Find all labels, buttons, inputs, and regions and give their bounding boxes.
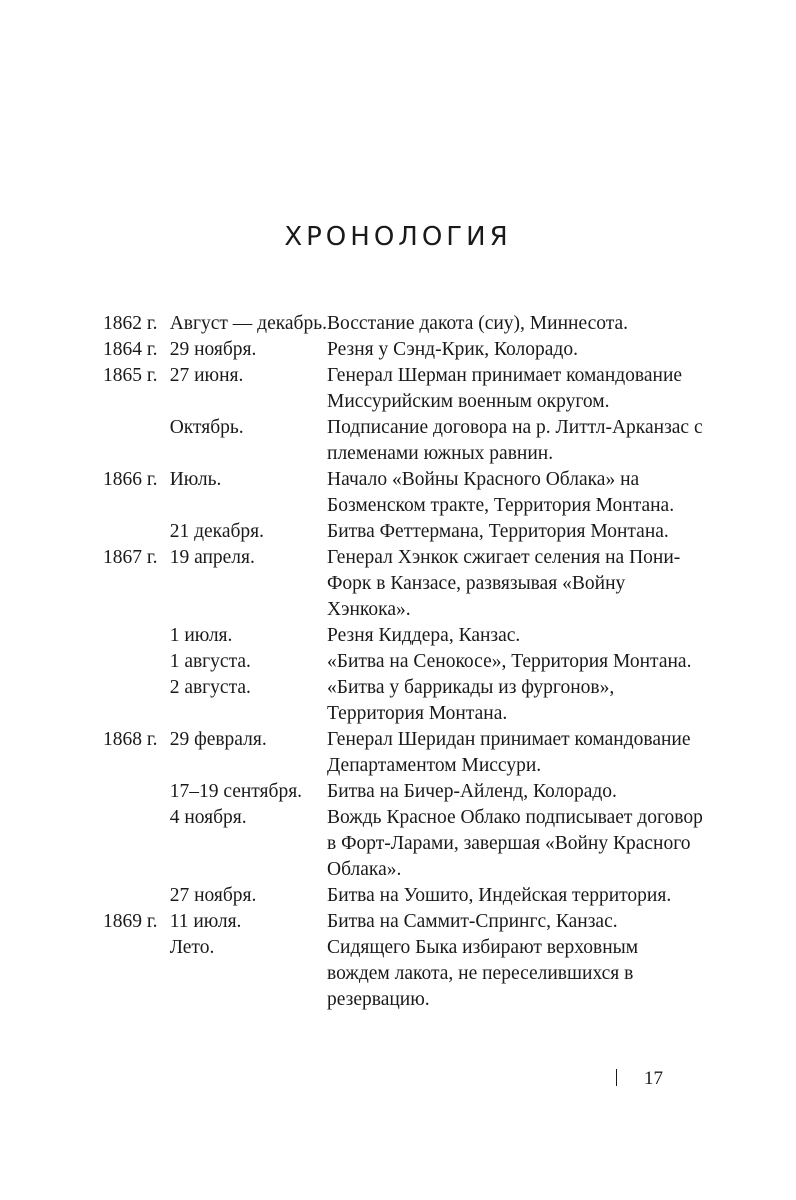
entry-year (103, 675, 170, 727)
chronology-entry (103, 467, 703, 519)
chronology-entry (103, 337, 703, 363)
entry-date: 1 июля. (169, 625, 233, 646)
entry-year (103, 519, 170, 545)
entry-year (103, 805, 170, 883)
entry-year (103, 623, 170, 649)
entry-date: 1 августа. (169, 651, 251, 672)
entry-year: 1869 г. (103, 911, 158, 932)
page-number: 17 (644, 1068, 663, 1089)
entry-date: Июль. (169, 469, 222, 490)
entry-year (103, 415, 170, 467)
entry-event: Битва Феттермана, Территория Монтана. (327, 521, 669, 542)
entry-event: Генерал Шеридан принимает командование Департаментом Миссури. (327, 729, 691, 776)
entry-date: 11 июля. (169, 911, 242, 932)
footer-divider (616, 1069, 617, 1086)
chronology-entry (103, 363, 703, 415)
entry-event: «Битва на Сенокосе», Территория Монтана. (327, 651, 692, 672)
entry-year: 1866 г. (103, 469, 158, 490)
entry-event: Битва на Саммит-Спрингс, Канзас. (327, 911, 618, 932)
entry-event: Битва на Бичер-Айленд, Колорадо. (327, 781, 617, 802)
entry-date: Лето. (169, 937, 215, 958)
entry-year (103, 649, 170, 675)
entry-year: 1868 г. (103, 729, 158, 750)
entry-date: 2 августа. (169, 677, 251, 698)
chronology-entry (103, 649, 703, 675)
entry-date: 27 июня. (169, 365, 244, 386)
entry-date: 21 декабря. (169, 521, 264, 542)
entry-event: Восстание дакота (сиу), Миннесота. (327, 313, 629, 334)
chronology-entry (103, 805, 703, 883)
entry-year: 1865 г. (103, 365, 158, 386)
entry-year (103, 779, 170, 805)
entry-date: Август — декабрь. (169, 313, 328, 334)
entry-date: 17–19 сентября. (169, 781, 303, 802)
chronology-entry (103, 779, 703, 805)
entry-event: Битва на Уошито, Индейская территория. (327, 885, 672, 906)
entry-date: 29 ноября. (169, 339, 257, 360)
chronology-entry (103, 883, 703, 909)
entry-event: Резня у Сэнд-Крик, Колорадо. (327, 339, 578, 360)
chronology-entry (103, 311, 703, 337)
entry-year (103, 935, 170, 1013)
entry-event: Подписание договора на р. Литтл-Арканзас с племенами южных равнин. (327, 417, 703, 464)
chronology-entry (103, 623, 703, 649)
entry-event: Резня Киддера, Канзас. (327, 625, 521, 646)
chronology-entry (103, 545, 703, 623)
entry-date: 4 ноября. (169, 807, 247, 828)
entry-event: Генерал Шерман принимает командование Миссурийским военным округом. (327, 365, 683, 412)
entry-date: Октябрь. (169, 417, 244, 438)
page-footer (616, 1068, 663, 1090)
chronology-table (103, 311, 703, 1013)
entry-year (103, 883, 170, 909)
entry-year: 1862 г. (103, 313, 158, 334)
entry-event: Сидящего Быка избирают верховным вождем лакота, не переселившихся в резервацию. (327, 937, 639, 1010)
chronology-entry (103, 909, 703, 935)
entry-date: 27 ноября. (169, 885, 257, 906)
chronology-entry (103, 519, 703, 545)
entry-event: Начало «Войны Красного Облака» на Бозменском тракте, Территория Монтана. (327, 469, 675, 516)
entry-event: «Битва у баррикады из фургонов», Территория Монтана. (327, 677, 615, 724)
entry-year: 1864 г. (103, 339, 158, 360)
entry-date: 19 апреля. (169, 547, 255, 568)
entry-date: 29 февраля. (169, 729, 267, 750)
entry-event: Вождь Красное Облако подписывает договор в Форт-Ларами, завершая «Войну Красного Облака». (327, 807, 703, 880)
chronology-entry (103, 935, 703, 1013)
chronology-entry (103, 727, 703, 779)
entry-year: 1867 г. (103, 547, 158, 568)
page-title: ХРОНОЛОГИЯ (284, 222, 512, 252)
chronology-entry (103, 675, 703, 727)
chronology-body (103, 311, 703, 1013)
entry-event: Генерал Хэнкок сжигает селения на Пони-Форк в Канзасе, развязывая «Войну Хэнкока». (327, 547, 681, 620)
chronology-entry (103, 415, 703, 467)
